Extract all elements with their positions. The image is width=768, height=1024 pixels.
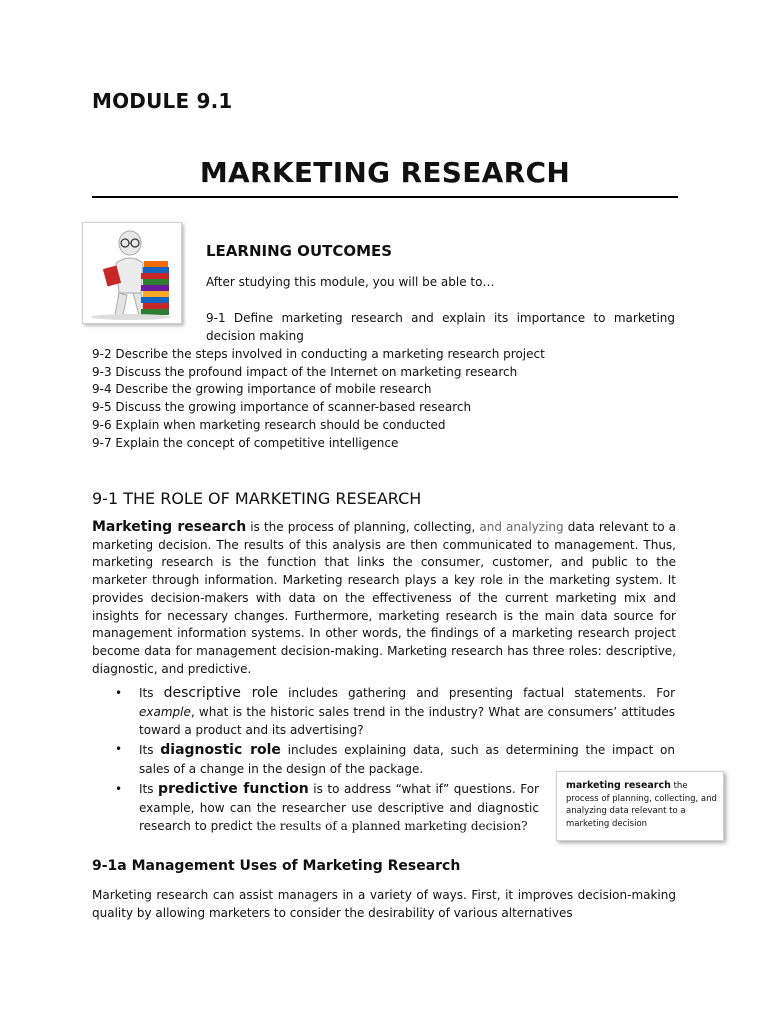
learning-outcome-item: 9-7 Explain the concept of competitive intelligence [92, 435, 399, 450]
bullet-marker: • [115, 782, 123, 796]
page-title: MARKETING RESEARCH [199, 156, 571, 189]
descriptive-role-item: Its descriptive role includes gathering and presenting factual statements. For example, what is the historic sales trend in the industry? What are consumers’ attitudes toward a product and its advertising? [139, 685, 675, 737]
callout-term: marketing research [566, 780, 671, 791]
predictive-function-item: Its predictive function is to address “what if” questions. For example, how can the researcher use descriptive and diagnostic research to predict the results of a planned marketing decision? [139, 781, 539, 833]
module-label: MODULE 9.1 [92, 89, 233, 113]
learning-outcome-item: 9-1 Define marketing research and explain its importance to marketing decision making [206, 311, 675, 343]
intro-paragraph: Marketing research is the process of planning, collecting, and analyzing data relevant to a marketing decision. The results of this analysis are then communicated to management. Thus, marketing research is the function that links the consumer, customer, and public to the marketer through information. Marketing research plays a key role in the marketing system. It provides decision-makers with data on the effectiveness of the current marketing mix and insights for necessary changes. Furthermore, marketing research is the main data source for management information systems. In other words, the findings of a marketing research project become data for management decision-making. Marketing research has three roles: descriptive, diagnostic, and predictive. [92, 519, 676, 676]
subsection-heading: 9-1a Management Uses of Marketing Research [92, 858, 461, 874]
learning-outcome-item: 9-4 Describe the growing importance of mobile research [92, 382, 432, 397]
learning-outcomes-list [92, 346, 545, 452]
definition-callout [556, 771, 724, 841]
learning-outcome-item: 9-2 Describe the steps involved in conducting a marketing research project [92, 347, 545, 361]
callout-definition: the process of planning, collecting, and analyzing data relevant to a marketing decision [566, 781, 717, 829]
learning-outcomes-heading: LEARNING OUTCOMES [206, 242, 393, 260]
learning-outcome-item: 9-5 Discuss the growing importance of scanner-based research [92, 400, 472, 415]
bullet-marker: • [115, 742, 123, 756]
learning-outcome-item: 9-3 Discuss the profound impact of the Internet on marketing research [92, 364, 518, 379]
diagnostic-role-item: Its diagnostic role includes explaining data, such as determining the impact on sales of a change in the design of the package. [139, 742, 676, 776]
bullet-marker: • [115, 686, 123, 700]
student-books-illustration [82, 222, 182, 324]
subsection-paragraph: Marketing research can assist managers in a variety of ways. First, it improves decision-making quality by allowing marketers to consider the desirability of various alternatives [92, 888, 676, 920]
learning-outcomes-intro: After studying this module, you will be able to… [206, 275, 495, 289]
title-divider [92, 196, 678, 198]
learning-outcome-item: 9-6 Explain when marketing research should be conducted [92, 417, 446, 432]
section-heading: 9-1 THE ROLE OF MARKETING RESEARCH [92, 489, 422, 508]
key-term: Marketing research [92, 519, 247, 535]
